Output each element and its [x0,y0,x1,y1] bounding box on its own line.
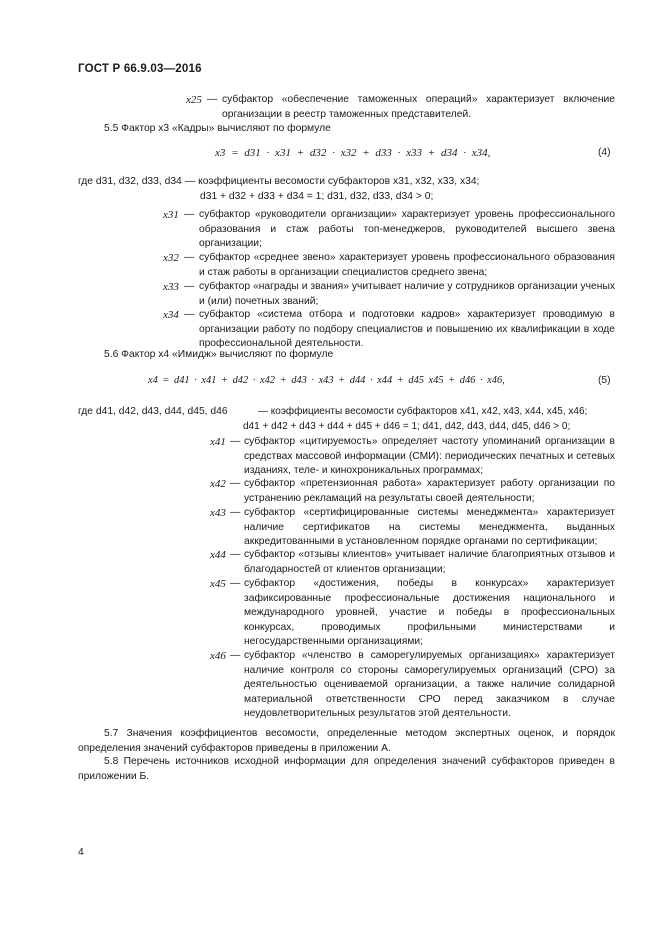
symbol-x42: x42 [210,478,226,490]
item-dash: — [230,507,241,518]
where-text-5-5: — коэффициенты весомости субфакторов x31, x32, x33, x34; [185,176,480,187]
item-text-x25: субфактор «обеспечение таможенных операций» характеризует включение организации в реестр таможенных представителей. [222,94,615,120]
section-5-6-intro: 5.6 Фактор x4 «Имидж» вычисляют по формуле [104,349,334,360]
formula-4: x3 = d31 · x31 + d32 · x32 + d33 · x33 + d34 · x34, [215,147,491,159]
item-dash: — [184,309,195,320]
where-label-5-6: где d41, d42, d43, d44, d45, d46 [78,406,228,417]
symbol-x45: x45 [210,578,226,590]
page-number: 4 [78,847,84,858]
item-text-x41: субфактор «цитируемость» определяет частоту упоминаний организации в средствах массовой информации (СМИ): периодических печатных и сетевых изданиях, теле- и кинохроникальных программах; [244,436,615,476]
symbol-x33: x33 [163,281,179,293]
item-text-x34: субфактор «система отбора и подготовки кадров» характеризует проводимую в организации работу по подбору специалистов и повышению их квалификации в ходе профессиональной деятельности. [199,309,615,349]
paragraph-5-7: 5.7 Значения коэффициентов весомости, определенные методом экспертных оценок, и порядок определения значений субфакторов приведены в приложении А. [78,728,615,754]
equation-number-5: (5) [598,375,611,386]
item-dash: — [207,94,218,105]
document-header: ГОСТ Р 66.9.03—2016 [78,63,202,75]
symbol-x43: x43 [210,507,226,519]
item-text-x31: субфактор «руководители организации» характеризует уровень профессионального образования и стаж работы топ-менеджеров, руководителей высшего звена организации; [199,209,615,249]
item-dash: — [230,436,241,447]
section-5-5-intro: 5.5 Фактор x3 «Кадры» вычисляют по формуле [104,123,331,134]
condition-5-6: d41 + d42 + d43 + d44 + d45 + d46 = 1; d41, d42, d43, d44, d45, d46 > 0; [243,421,571,432]
where-label-5-5: где d31, d32, d33, d34 [78,176,182,187]
symbol-x41: x41 [210,436,226,448]
where-text-5-6: — коэффициенты весомости субфакторов x41, x42, x43, x44, x45, x46; [258,406,588,417]
item-text-x32: субфактор «среднее звено» характеризует уровень профессионального образования и стаж работы в организации специалистов среднего звена; [199,252,615,278]
item-dash: — [230,578,241,589]
equation-number-4: (4) [598,147,611,158]
item-text-x33: субфактор «награды и звания» учитывает наличие у сотрудников организации ученых и (или) почетных званий; [199,281,615,307]
item-dash: — [184,281,195,292]
item-dash: — [184,209,195,220]
item-text-x45: субфактор «достижения, победы в конкурсах» характеризует зафиксированные профессиональные достижения национального и международного уровней, участие и победы в профессиональных конкурсах, проводимых профильными министерствами и негосударственными организациями; [244,578,615,647]
condition-5-5: d31 + d32 + d33 + d34 = 1; d31, d32, d33, d34 > 0; [200,191,434,202]
symbol-x34: x34 [163,309,179,321]
symbol-x32: x32 [163,252,179,264]
item-text-x42: субфактор «претензионная работа» характеризует работу организации по устранению рекламаций на результаты своей деятельности; [244,478,615,504]
formula-5: x4 = d41 · x41 + d42 · x42 + d43 · x43 + d44 · x44 + d45 x45 + d46 · x46, [148,375,505,386]
symbol-x31: x31 [163,209,179,221]
item-text-x43: субфактор «сертифицированные системы менеджмента» характеризует наличие сертификатов на системы менеджмента, выданных аккредитованными в установленном порядке органами по сертификации; [244,507,615,547]
item-dash: — [230,549,241,560]
symbol-x44: x44 [210,549,226,561]
item-text-x44: субфактор «отзывы клиентов» учитывает наличие благоприятных отзывов и благодарностей от клиентов организации; [244,549,615,575]
paragraph-5-8: 5.8 Перечень источников исходной информации для определения значений субфакторов приведен в приложении Б. [78,756,615,782]
item-dash: — [230,478,241,489]
item-dash: — [230,650,241,661]
symbol-x25: x25 [186,94,202,106]
symbol-x46: x46 [210,650,226,662]
item-dash: — [184,252,195,263]
item-text-x46: субфактор «членство в саморегулируемых организациях» характеризует наличие контроля со стороны саморегулируемых организаций (СРО) за деятельностью оцениваемой организации, а также наличие солидарной материальной ответственности СРО перед заказчиком в случае неудовлетворительных результатов этой деятельности. [244,650,615,719]
